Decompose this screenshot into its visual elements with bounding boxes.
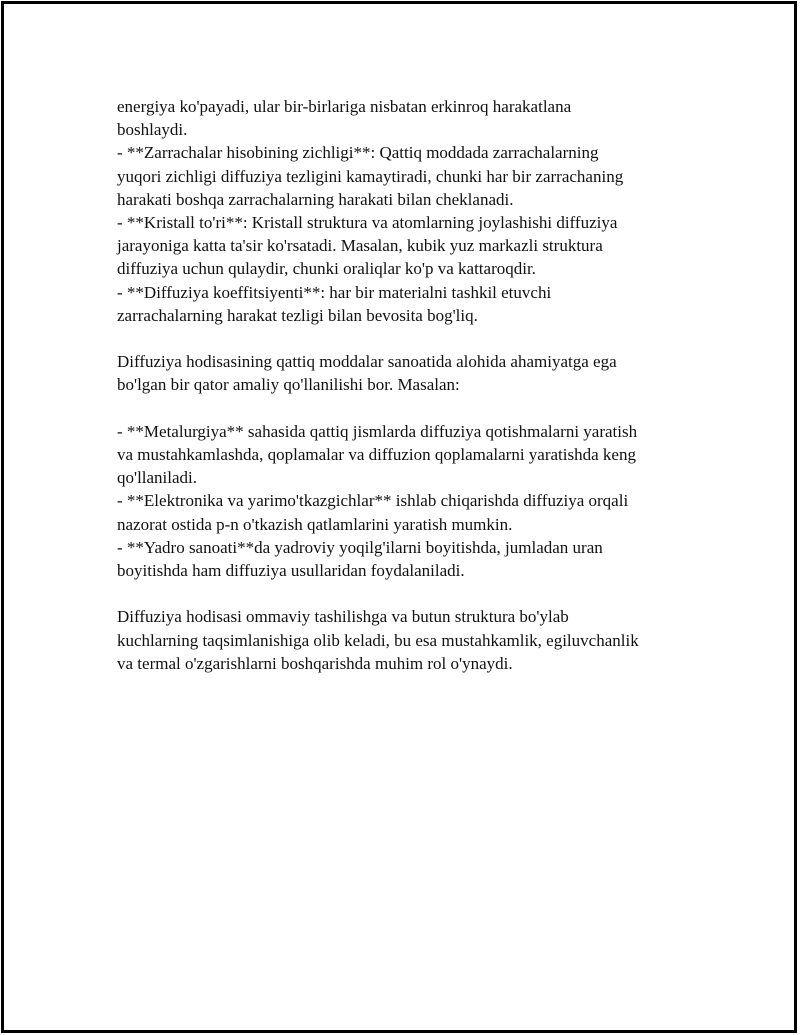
text-line: bo'lgan bir qator amaliy qo'llanilishi bor. Masalan: — [117, 375, 460, 395]
text-line: energiya ko'payadi, ular bir-birlariga nisbatan erkinroq harakatlana — [117, 97, 572, 116]
text-line: kuchlarning taqsimlanishiga olib keladi, bu esa mustahkamlik, egiluvchanlik — [117, 630, 639, 650]
text-line: diffuziya uchun qulaydir, chunki oraliqlar ko'p va kattaroqdir. — [117, 259, 536, 279]
text-line: - **Kristall to'ri**: Kristall struktura va atomlarning joylashishi diffuziya — [117, 213, 618, 233]
text-line: - **Diffuziya koeffitsiyenti**: har bir materialni tashkil etuvchi — [117, 282, 552, 302]
text-line: - **Zarrachalar hisobining zichligi**: Qattiq moddada zarrachalarning — [117, 143, 599, 163]
paragraph — [117, 350, 717, 396]
text-line: jarayoniga katta ta'sir ko'rsatadi. Masalan, kubik yuz markazli struktura — [117, 236, 603, 256]
text-line: zarrachalarning harakat tezligi bilan bevosita bog'liq. — [117, 305, 478, 325]
paragraph — [117, 605, 717, 675]
text-line: boyitishda ham diffuziya usullaridan foydalaniladi. — [117, 561, 465, 581]
document-body — [117, 95, 717, 698]
text-line: - **Yadro sanoati**da yadroviy yoqilg'ilarni boyitishda, jumladan uran — [117, 537, 603, 557]
text-line: Diffuziya hodisasining qattiq moddalar sanoatida alohida ahamiyatga ega — [117, 352, 617, 372]
paragraph — [117, 420, 717, 582]
text-line: boshlaydi. — [117, 120, 188, 140]
document-page — [1, 1, 797, 1033]
text-line: va mustahkamlashda, qoplamalar va diffuzion qoplamalarni yaratishda keng — [117, 445, 636, 465]
text-line: yuqori zichligi diffuziya tezligini kamaytiradi, chunki har bir zarrachaning — [117, 166, 624, 186]
text-line: harakati boshqa zarrachalarning harakati bilan cheklanadi. — [117, 189, 514, 209]
text-line: nazorat ostida p-n o'tkazish qatlamlarini yaratish mumkin. — [117, 514, 513, 534]
text-line: va termal o'zgarishlarni boshqarishda muhim rol o'ynaydi. — [117, 653, 513, 673]
text-line: - **Metalurgiya** sahasida qattiq jismlarda diffuziya qotishmalarni yaratish — [117, 421, 638, 441]
text-line: Diffuziya hodisasi ommaviy tashilishga va butun struktura bo'ylab — [117, 607, 569, 627]
text-line: - **Elektronika va yarimo'tkazgichlar** ishlab chiqarishda diffuziya orqali — [117, 491, 629, 511]
text-line: qo'llaniladi. — [117, 468, 198, 488]
paragraph — [117, 95, 717, 327]
